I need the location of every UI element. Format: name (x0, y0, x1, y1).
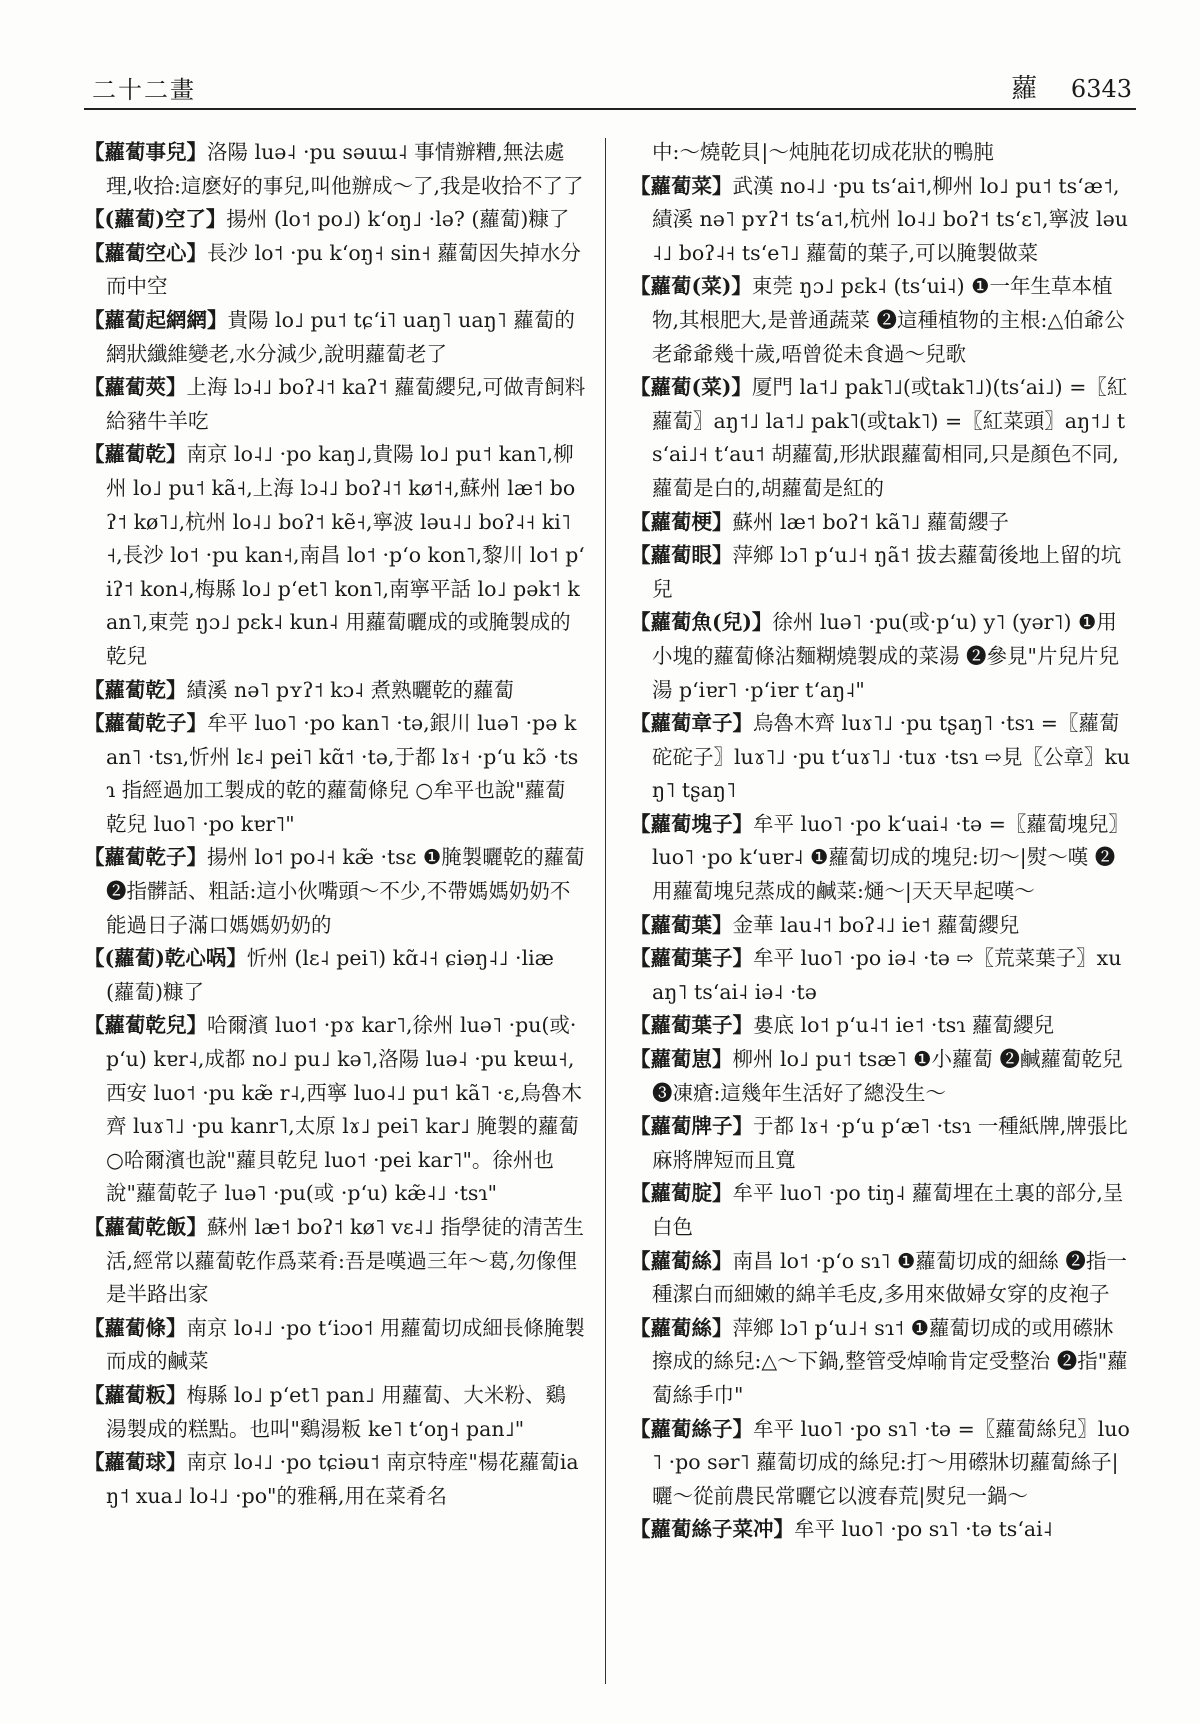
entry-headword: 【蘿蔔粄】 (84, 1382, 187, 1407)
entry-definition: 于都 lɤ˧ ·pʻu pʻæ˥ ·tsɿ 一種紙牌,牌張比麻將牌短而且寬 (652, 1114, 1128, 1172)
left-column (84, 136, 586, 1513)
page-header (92, 64, 1132, 106)
entry-definition: 牟平 luo˥ ·po kan˥ ·tə,銀川 luə˥ ·pə kan˥ ·tsɿ,忻州 lɛ˨ pei˥ kɑ̃˦ ·tə,于都 lɤ˧ ·pʻu kɔ̃ ·tsɿ 指經過加工製成的乾的蘿蔔條兒 ○牟平也說"蘿蔔乾兒 luo˥ ·po kɐr˥" (106, 711, 579, 836)
entry-definition: 牟平 luo˥ ·po tiŋ˨ 蘿蔔埋在土裏的部分,呈白色 (652, 1181, 1124, 1239)
dictionary-entry (630, 1177, 1132, 1244)
entry-headword: 【蘿蔔乾飯】 (84, 1215, 207, 1239)
entry-definition: 牟平 luo˥ ·po iə˨ ·tə ⇨〖荒菜葉子〗xuaŋ˥ tsʻai˨ iə˨ ·tə (652, 946, 1122, 1004)
entry-headword: 【蘿蔔絲子菜冲】 (630, 1517, 794, 1542)
entry-headword: 【蘿蔔條】 (84, 1315, 187, 1340)
dictionary-entry (630, 539, 1132, 606)
entry-definition: 南京 lo˨˩ ·po kaŋ˩,貴陽 lo˩ pu˦ kan˥,柳州 lo˩ pu˦ kã˧,上海 lɔ˨˩ boʔ˨˦ kø˦˧,蘇州 læ˦ boʔ˦ kø˥˩,杭州 lo˨˩ boʔ˦ kẽ˧,寧波 ləu˨˩ boʔ˨˧ ki˥˧,長沙 lo˦ ·pu kan˧,南昌 lo˦ ·pʻo kon˥,黎川 lo˦ pʻiʔ˦ kon˨,梅縣 lo˩ pʻet˥ kon˥,南寧平話 lo˩ pək˦ kan˥,東莞 ŋɔ˩ pɛk˨ kun˨ 用蘿蔔曬成的或腌製成的乾兒 (106, 442, 585, 668)
dictionary-entry (84, 1446, 586, 1513)
entry-definition: 南京 lo˨˩ ·po tʻiɔo˦ 用蘿蔔切成細長條腌製而成的鹹菜 (106, 1315, 585, 1374)
entry-headword: 【蘿蔔乾兒】 (84, 1013, 207, 1038)
entry-headword: 【蘿蔔菜】 (630, 173, 733, 198)
dictionary-entry (630, 1312, 1132, 1413)
dictionary-entry (84, 304, 586, 371)
entry-headword: 【(蘿蔔)空了】 (84, 207, 227, 232)
entry-definition: 上海 lɔ˨˩ boʔ˨˦ kaʔ˦ 蘿蔔纓兒,可做青飼料給豬牛羊吃 (106, 375, 586, 433)
entry-definition: 長沙 lo˦ ·pu kʻoŋ˧ sin˧ 蘿蔔因失掉水分而中空 (106, 240, 581, 299)
dictionary-entry (630, 1043, 1132, 1110)
page-number: 6343 (1070, 75, 1132, 103)
entry-definition: 績溪 nə˥ pʏʔ˦ kɔ˨ 煮熟曬乾的蘿蔔 (186, 677, 515, 702)
dictionary-entry (630, 270, 1132, 371)
dictionary-entry (630, 942, 1132, 1009)
entry-definition: 萍鄉 lɔ˥ pʻu˩˧ sɿ˦ ❶蘿蔔切成的或用礤牀擦成的絲兒:△～下鍋,整管受焯喻肯定受整治 ❷指"蘿蔔絲手巾" (652, 1315, 1128, 1407)
entry-definition: 萍鄉 lɔ˥ pʻu˩˧ ŋã˦ 拔去蘿蔔後地上留的坑兒 (652, 543, 1122, 601)
dictionary-entry (84, 1312, 586, 1379)
entry-headword: 【蘿蔔章子】 (630, 711, 753, 736)
dictionary-entry (630, 1413, 1132, 1514)
entry-headword: 【蘿蔔塊子】 (630, 811, 753, 836)
entry-headword: 【蘿蔔絲子】 (630, 1416, 753, 1441)
entry-headword: 【蘿蔔事兒】 (84, 140, 207, 164)
dictionary-entry (630, 136, 1132, 170)
entry-headword: 【蘿蔔葉子】 (630, 1013, 753, 1038)
dictionary-entry (630, 1513, 1132, 1547)
dictionary-entry (630, 707, 1132, 808)
dictionary-entry (84, 942, 586, 1009)
entry-headword: 【蘿蔔魚(兒)】 (630, 610, 773, 635)
entry-headword: 【蘿蔔球】 (84, 1450, 187, 1475)
entry-headword: 【蘿蔔(菜)】 (630, 375, 752, 400)
section-title: 二十二畫 (92, 76, 196, 104)
entry-headword: 【蘿蔔乾子】 (84, 845, 207, 870)
entry-definition: 牟平 luo˥ ·po sɿ˥ ·tə tsʻai˨ (794, 1517, 1053, 1542)
dictionary-entry (630, 371, 1132, 505)
entry-headword: 【蘿蔔莢】 (84, 375, 187, 400)
entry-definition: 烏魯木齊 luɤ˥˩ ·pu tʂaŋ˥ ·tsɿ =〖蘿蔔砣砣子〗luɤ˥˩ ·pu tʻuɤ˥˩ ·tuɤ ·tsɿ ⇨見〖公章〗kuŋ˥ tʂaŋ˥ (652, 711, 1131, 803)
entry-headword: 【蘿蔔梗】 (630, 509, 733, 534)
entry-definition: 東莞 ŋɔ˩ pɛk˨ (tsʻui˨) ❶一年生草本植物,其根肥大,是普通蔬菜 ❷這種植物的主根:△伯爺公老爺爺幾十歲,唔曾從未食過～兒歌 (652, 274, 1125, 366)
entry-definition: 婁底 lo˦ pʻu˨˦ ie˦ ·tsɿ 蘿蔔纓兒 (753, 1013, 1055, 1038)
entry-definition: 南昌 lo˦ ·pʻo sɿ˥ ❶蘿蔔切成的細絲 ❷指一種潔白而細嫩的綿羊毛皮,多用來做婦女穿的皮袍子 (652, 1248, 1127, 1307)
entry-definition: 貴陽 lo˩ pu˦ tɕʻi˥ uaŋ˥ uaŋ˥ 蘿蔔的網狀纖維變老,水分減少,說明蘿蔔老了 (106, 307, 575, 366)
entry-headword: 【蘿蔔乾】 (84, 677, 187, 702)
entry-headword: 【蘿蔔腚】 (630, 1181, 733, 1206)
entry-definition: 牟平 luo˥ ·po sɿ˥ ·tə =〖蘿蔔絲兒〗luo˥ ·po sər˥ 蘿蔔切成的絲兒:打～用礤牀切蘿蔔絲子|曬～從前農民常曬它以渡春荒|熨兒一鍋～ (652, 1416, 1130, 1508)
entry-definition: 中:～燒乾貝|～炖肫花切成花狀的鴨肫 (652, 140, 994, 164)
dictionary-entry (84, 674, 586, 708)
dictionary-entry (84, 1379, 586, 1446)
entry-definition: 蘇州 læ˦ boʔ˦ kã˥˩ 蘿蔔纓子 (732, 509, 1009, 534)
entry-definition: 牟平 luo˥ ·po kʻuai˨ ·tə =〖蘿蔔塊兒〗luo˥ ·po kʻuɐr˨ ❶蘿蔔切成的塊兒:切～|熨～嘆 ❷ 用蘿蔔塊兒蒸成的鹹菜:熥～|天天早起嘆～ (652, 811, 1129, 904)
column-divider (605, 138, 606, 1684)
entry-definition: 柳州 lo˩ pu˦ tsæ˥ ❶小蘿蔔 ❷鹹蘿蔔乾兒 ❸凍瘡:這幾年生活好了總没生～ (652, 1047, 1123, 1105)
entry-headword: 【蘿蔔葉】 (630, 912, 733, 937)
dictionary-entry (630, 1110, 1132, 1177)
dictionary-entry (630, 506, 1132, 540)
entry-definition: 蘇州 læ˦ boʔ˦ kø˥ vɛ˨˩ 指學徒的清苦生活,經常以蘿蔔乾作爲菜肴:吾是嘆過三年～葛,勿像俚是半路出家 (106, 1215, 584, 1307)
head-character: 蘿 (1011, 74, 1038, 104)
dictionary-entry (84, 438, 586, 673)
entry-headword: 【蘿蔔絲】 (630, 1315, 733, 1340)
dictionary-entry (630, 1009, 1132, 1043)
page-info (1011, 68, 1132, 105)
dictionary-entry (630, 909, 1132, 943)
entry-definition: 揚州 (lo˦ po˩) kʻoŋ˩ ·lə? (蘿蔔)糠了 (226, 207, 570, 232)
entry-definition: 揚州 lo˦ po˨˧ kæ̃ ·tsɛ ❶腌製曬乾的蘿蔔 ❷指髒話、粗話:這小伙嘴頭～不少,不帶媽媽奶奶不能過日子滿口媽媽奶奶的 (106, 845, 585, 937)
entry-headword: 【蘿蔔葉子】 (630, 946, 753, 971)
entry-definition: 洛陽 luə˨ ·pu səuɯ˨ 事情辦糟,無法處理,收拾:這麽好的事兒,叫他辦成～了,我是收拾不了了 (106, 140, 584, 198)
header-rule (84, 108, 1136, 110)
entry-headword: 【蘿蔔空心】 (84, 240, 207, 265)
entry-headword: 【蘿蔔絲】 (630, 1248, 733, 1273)
dictionary-entry (84, 1211, 586, 1312)
entry-definition: 徐州 luə˥ ·pu(或·pʻu) y˥ (yər˥) ❶用小塊的蘿蔔條沾麵糊燒製成的菜湯 ❷參見"片兒片兒湯 pʻiɐr˥ ·pʻiɐr tʻaŋ˨" (652, 610, 1119, 702)
entry-definition: 武漢 no˨˩ ·pu tsʻai˦,柳州 lo˩ pu˦ tsʻæ˦,績溪 nə˥ pʏʔ˦ tsʻa˦,杭州 lo˨˩ boʔ˦ tsʻɛ˥,寧波 ləu˨˩ boʔ˨˧ tsʻe˥˩ 蘿蔔的葉子,可以腌製做菜 (652, 173, 1128, 265)
entry-definition: 忻州 (lɛ˨ pei˥) kɑ̃˨˧ ɕiəŋ˨˩ ·liæ (蘿蔔)糠了 (106, 946, 554, 1004)
dictionary-entry (84, 1009, 586, 1211)
entry-definition: 金華 lau˨˦ boʔ˨˩ ie˦ 蘿蔔纓兒 (732, 912, 1020, 937)
dictionary-entry (84, 136, 586, 203)
dictionary-entry (630, 170, 1132, 271)
dictionary-entry (630, 1245, 1132, 1312)
dictionary-entry (630, 808, 1132, 909)
entry-headword: 【蘿蔔眼】 (630, 543, 733, 568)
dictionary-entry (84, 237, 586, 304)
entry-headword: 【蘿蔔乾】 (84, 442, 187, 467)
entry-headword: 【(蘿蔔)乾心㖞】 (84, 946, 247, 971)
entry-definition: 南京 lo˨˩ ·po tɕiəu˦ 南京特産"楊花蘿蔔iaŋ˦ xua˩ lo˨˩ ·po"的雅稱,用在菜肴名 (106, 1450, 579, 1508)
entry-definition: 厦門 la˦˩ pak˥˩(或tak˥˩)(tsʻai˩) =〖紅蘿蔔〗aŋ˦˩ la˦˩ pak˥(或tak˥) =〖紅菜頭〗aŋ˦˩ tsʻai˩˧ tʻau˦ 胡蘿蔔,形狀跟蘿蔔相同,只是顏色不同,蘿蔔是白的,胡蘿蔔是紅的 (652, 375, 1128, 500)
entry-headword: 【蘿蔔(菜)】 (630, 274, 752, 299)
right-column (630, 136, 1132, 1547)
dictionary-entry (84, 203, 586, 237)
entry-headword: 【蘿蔔崽】 (630, 1047, 733, 1072)
entry-headword: 【蘿蔔起網網】 (84, 307, 228, 332)
entry-definition: 哈爾濱 luo˦ ·pɤ kar˥,徐州 luə˥ ·pu(或·pʻu) kɐr˨,成都 no˩ pu˩ kə˥,洛陽 luə˨ ·pu kɐɯ˧,西安 luo˦ ·pu kæ̃ r˨,西寧 luo˨˩ pu˦ kã˥ ·ɛ,烏魯木齊 luɤ˥˩ ·pu kanr˥,太原 lɤ˩ pei˥ kar˩ 腌製的蘿蔔 ○哈爾濱也說"蘿貝乾兒 luo˦ ·pei kar˥"。徐州也說"蘿蔔乾子 luə˥ ·pu(或 ·pʻu) kæ̃˨˩ ·tsɿ" (106, 1013, 582, 1206)
entry-headword: 【蘿蔔乾子】 (84, 711, 207, 736)
dictionary-entry (84, 371, 586, 438)
entry-headword: 【蘿蔔牌子】 (630, 1114, 753, 1139)
entry-definition: 梅縣 lo˩ pʻet˥ pan˩ 用蘿蔔、大米粉、鷄湯製成的糕點。也叫"鷄湯粄 ke˥ tʻoŋ˧ pan˩" (106, 1382, 566, 1441)
dictionary-entry (84, 707, 586, 841)
dictionary-entry (84, 841, 586, 942)
dictionary-entry (630, 606, 1132, 707)
